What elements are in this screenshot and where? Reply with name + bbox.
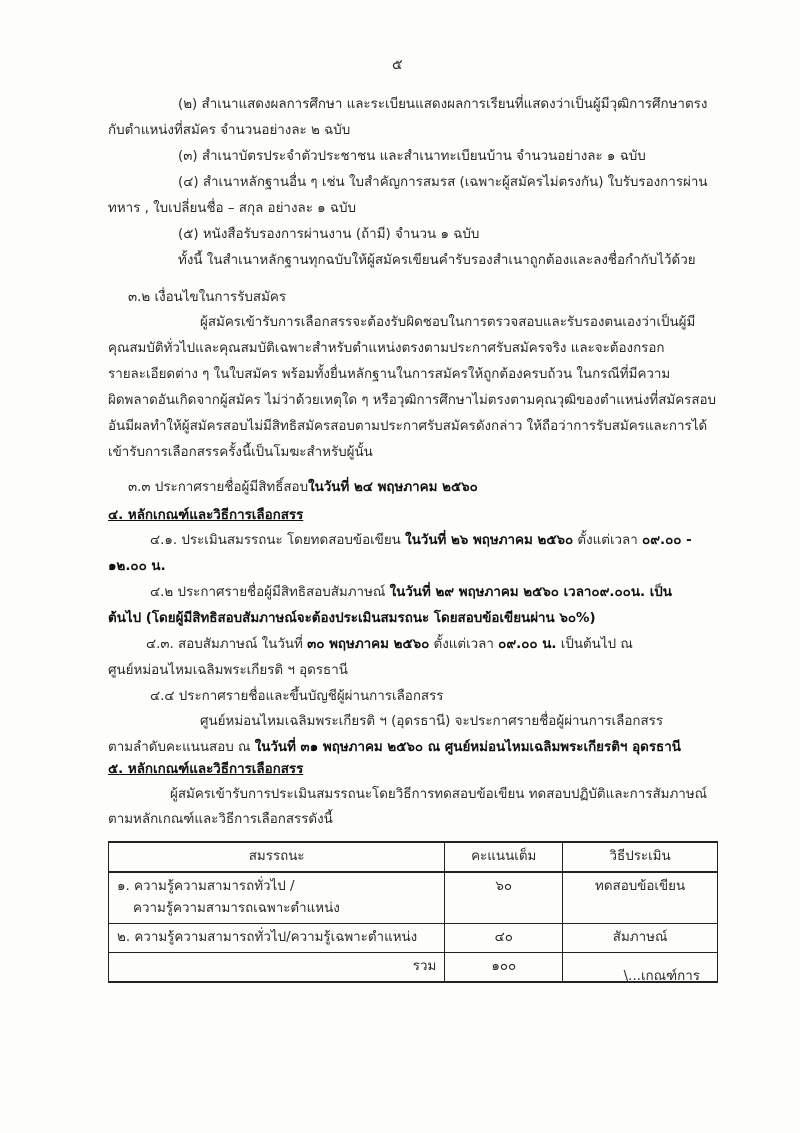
s41-time: ๐๙.๐๐ - xyxy=(642,533,692,548)
header-method: วิธีประเมิน xyxy=(563,842,718,872)
doc-item-5: (๕) หนังสือรับรองการผ่านงาน (ถ้ามี) จำนวน ๑ ฉบับ xyxy=(178,227,480,242)
section-4-2 xyxy=(150,584,672,602)
s41-time-end: ๑๒.๐๐ น. xyxy=(108,559,166,574)
s41-time-label: ตั้งแต่เวลา xyxy=(573,533,643,548)
doc-item-4: (๔) สำเนาหลักฐานอื่น ๆ เช่น ใบสำคัญการสมรส (เฉพาะผู้สมัครไม่ตรงกัน) ใบรับรองการผ่าน xyxy=(178,175,708,190)
s43-date: ๓๐ พฤษภาคม ๒๕๖๐ xyxy=(307,637,430,652)
s43-time: ๐๙.๐๐ น. xyxy=(498,637,557,652)
header-full-score: คะแนนเต็ม xyxy=(445,842,563,872)
doc-item-2: (๒) สำเนาแสดงผลการศึกษา และระเบียนแสดงผลการเรียนที่แสดงว่าเป็นผู้มีวุฒิการศึกษาตรง xyxy=(178,97,708,112)
section-3-2-line: ผู้สมัครเข้ารับการเลือกสรรจะต้องรับผิดชอบในการตรวจสอบและรับรองตนเองว่าเป็นผู้มี xyxy=(200,315,696,330)
section-3-3 xyxy=(128,479,478,497)
section-5-para-cont: ตามหลักเกณฑ์และวิธีการเลือกสรรดังนี้ xyxy=(108,812,333,827)
s42-date: ในวันที่ ๒๙ พฤษภาคม ๒๕๖๐ เวลา๐๙.๐๐น. เป็น xyxy=(389,585,672,600)
competency-cell: ๒. ความรู้ความสามารถทั่วไป/ความรู้เฉพาะตำแหน่ง xyxy=(109,924,445,953)
section-4-1 xyxy=(150,532,692,550)
page-number: ๕ xyxy=(392,57,403,73)
s44-date: ในวันที่ ๓๑ พฤษภาคม ๒๕๖๐ ณ ศูนย์หม่อนไหมเฉลิมพระเกียรติฯ อุดรธานี xyxy=(254,740,681,755)
score-cell: ๖๐ xyxy=(445,872,563,924)
total-label: รวม xyxy=(109,953,445,983)
section-4-4: ๔.๔ ประกาศรายชื่อและขึ้นบัญชีผู้ผ่านการเลือกสรร xyxy=(150,689,444,704)
section-5-heading: ๕. หลักเกณฑ์และวิธีการเลือกสรร xyxy=(108,762,304,777)
s43-place: ศูนย์หม่อนไหมเฉลิมพระเกียรติ ฯ อุดรธานี xyxy=(108,663,348,678)
section-5-para: ผู้สมัครเข้ารับการประเมินสมรรถนะโดยวิธีการทดสอบข้อเขียน ทดสอบปฏิบัติและการสัมภาษณ์ xyxy=(170,787,708,802)
doc-item-3: (๓) สำเนาบัตรประจำตัวประชาชน และสำเนาทะเบียนบ้าน จำนวนอย่างละ ๑ ฉบับ xyxy=(178,149,646,164)
s42-text: ๔.๒ ประกาศรายชื่อผู้มีสิทธิสอบสัมภาษณ์ xyxy=(150,585,390,600)
method-cell: สัมภาษณ์ xyxy=(563,924,718,953)
s33-text: ๓.๓ ประกาศรายชื่อผู้มีสิทธิ์สอบ xyxy=(128,480,309,495)
s43-time-label: ตั้งแต่เวลา xyxy=(429,637,499,652)
section-3-2-line: อันมีผลทำให้ผู้สมัครสอบไม่มีสิทธิสมัครสอบตามประกาศรับสมัครดังกล่าว ให้ถือว่าการรับสมัครและการได้ xyxy=(108,419,708,434)
s44-line: ศูนย์หม่อนไหมเฉลิมพระเกียรติ ฯ (อุดรธานี) จะประกาศรายชื่อผู้ผ่านการเลือกสรร xyxy=(200,714,664,729)
section-3-2-title: ๓.๒ เงื่อนไขในการรับสมัคร xyxy=(128,290,287,305)
table-row xyxy=(109,872,718,924)
method-cell: ทดสอบข้อเขียน xyxy=(563,872,718,924)
section-4-heading: ๔. หลักเกณฑ์และวิธีการเลือกสรร xyxy=(108,508,304,523)
doc-item-4-cont: ทหาร , ใบเปลี่ยนชื่อ – สกุล อย่างละ ๑ ฉบับ xyxy=(108,201,357,216)
s33-date: ในวันที่ ๒๔ พฤษภาคม ๒๕๖๐ xyxy=(308,480,478,495)
s41-date: ในวันที่ ๒๖ พฤษภาคม ๒๕๖๐ xyxy=(405,533,574,548)
competency-table xyxy=(108,841,718,983)
header-competency: สมรรถนะ xyxy=(109,842,445,872)
s43-tail: เป็นต้นไป ณ xyxy=(556,637,633,652)
docs-note: ทั้งนี้ ในสำเนาหลักฐานทุกฉบับให้ผู้สมัครเขียนคำรับรองสำเนาถูกต้องและลงชื่อกำกับไว้ด้วย xyxy=(178,253,696,268)
score-cell: ๔๐ xyxy=(445,924,563,953)
s43-text: ๔.๓. สอบสัมภาษณ์ ในวันที่ xyxy=(146,637,308,652)
section-3-2-line: คุณสมบัติทั่วไปและคุณสมบัติเฉพาะสำหรับตำแหน่งตรงตามประกาศรับสมัครจริง และจะต้องกรอก xyxy=(108,341,665,356)
table-row xyxy=(109,924,718,953)
s44-line-2 xyxy=(108,739,681,757)
section-3-2-line: เข้ารับการเลือกสรรครั้งนี้เป็นโมฆะสำหรับผู้นั้น xyxy=(108,445,373,460)
s44-text: ตามลำดับคะแนนสอบ ณ xyxy=(108,740,255,755)
continuation-footer: \...เกณฑ์การ xyxy=(623,969,700,984)
total-score: ๑๐๐ xyxy=(445,953,563,983)
s41-text: ๔.๑. ประเมินสมรรถนะ โดยทดสอบข้อเขียน xyxy=(150,533,406,548)
section-3-2-line: รายละเอียดต่าง ๆ ในใบสมัคร พร้อมทั้งยื่นหลักฐานในการสมัครให้ถูกต้องครบถ้วน ในกรณีที่มีความ xyxy=(108,367,671,382)
doc-item-2-cont: กับตำแหน่งที่สมัคร จำนวนอย่างละ ๒ ฉบับ xyxy=(108,123,351,138)
section-4-3 xyxy=(146,636,633,654)
s42-cont: ต้นไป (โดยผู้มีสิทธิสอบสัมภาษณ์จะต้องประเมินสมรถนะ โดยสอบข้อเขียนผ่าน ๖๐%) xyxy=(108,611,596,626)
section-3-2-line: ผิดพลาดอันเกิดจากผู้สมัคร ไม่ว่าด้วยเหตุใด ๆ หรือวุฒิการศึกษาไม่ตรงตามคุณวุฒิของตำแหน่งที่สมัครสอบ xyxy=(108,393,717,408)
competency-cell: ๑. ความรู้ความสามารถทั่วไป / ความรู้ความสามารถเฉพาะตำแหน่ง xyxy=(109,872,445,924)
